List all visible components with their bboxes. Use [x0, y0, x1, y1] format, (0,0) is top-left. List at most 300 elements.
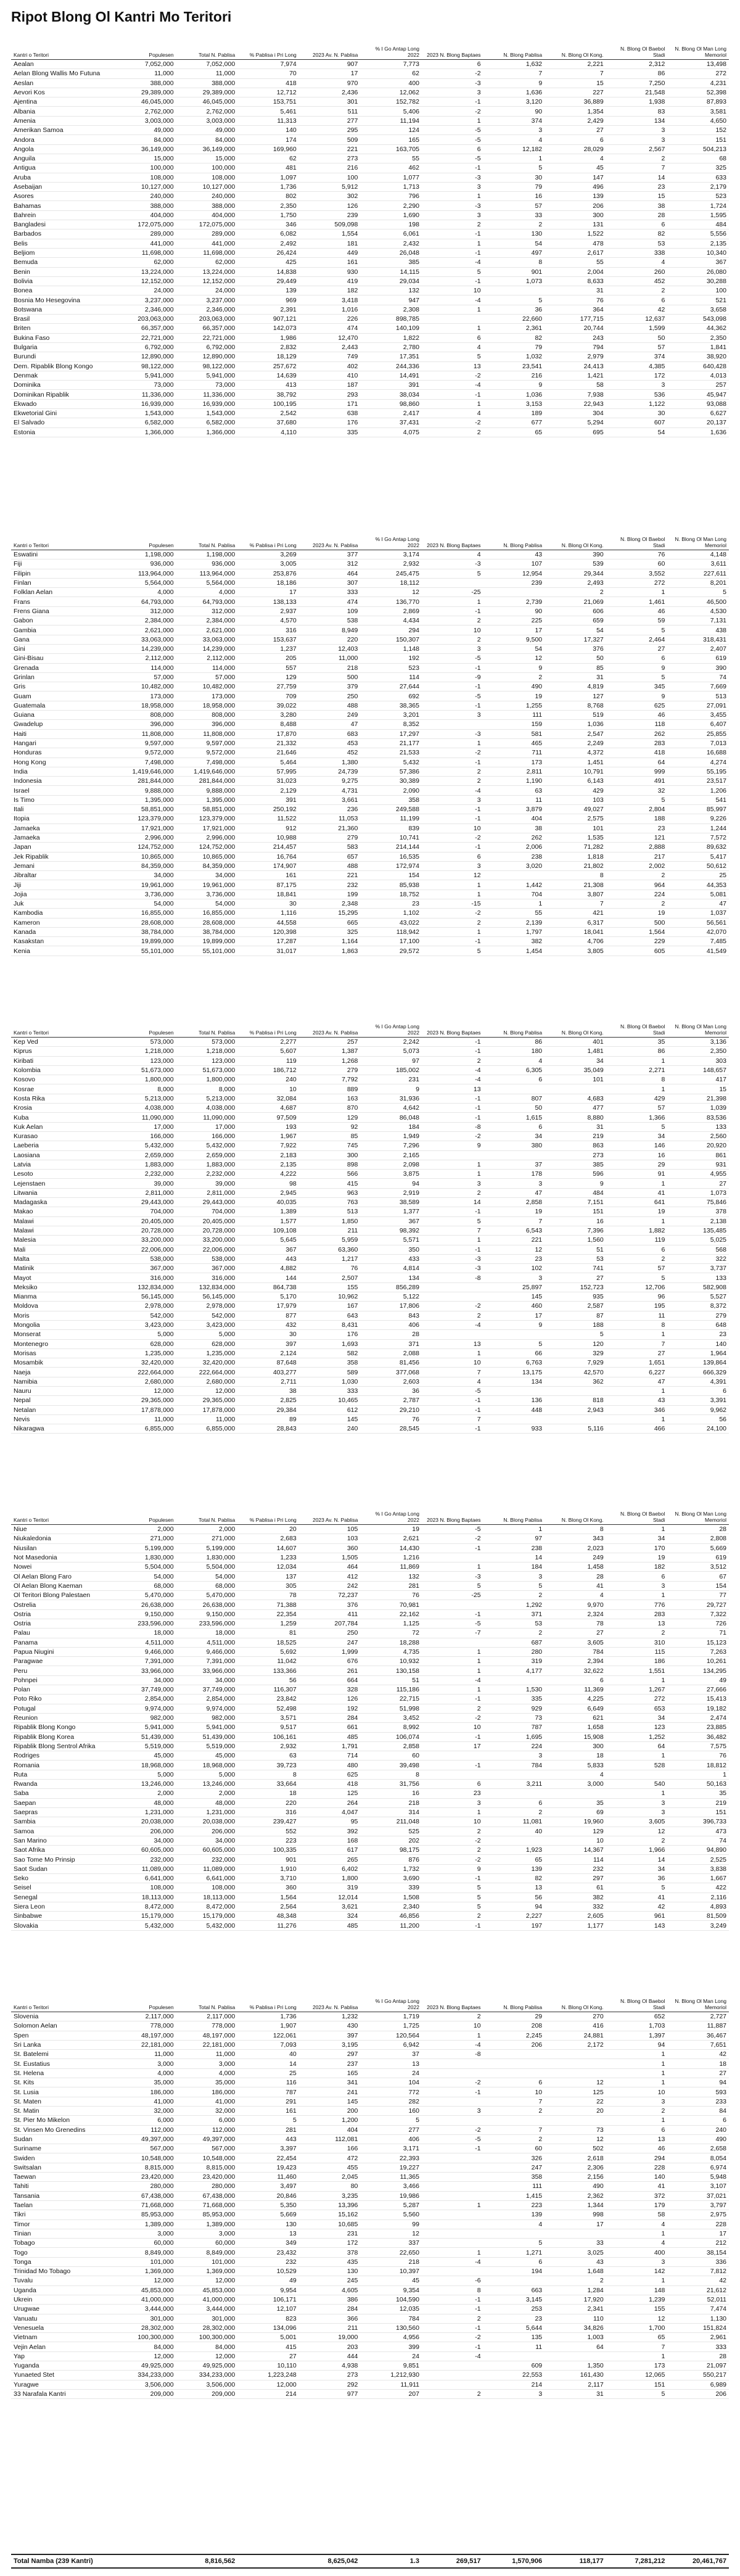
value-cell: 142	[606, 2267, 668, 2276]
value-cell: 763	[299, 1198, 361, 1207]
value-cell: 464	[299, 1563, 361, 1572]
country-name-cell: Amerikan Samoa	[11, 126, 115, 135]
value-cell: 449	[299, 248, 361, 257]
value-cell: 400	[360, 78, 422, 88]
country-name-cell: Suriname	[11, 2144, 115, 2153]
value-cell: 15,179,000	[176, 1912, 238, 1921]
value-cell: 6,763	[483, 1358, 545, 1368]
value-cell: 1,077	[360, 173, 422, 182]
value-cell: 907,121	[237, 315, 299, 324]
country-name-cell: Guatemala	[11, 701, 115, 710]
value-cell	[422, 1553, 483, 1562]
value-cell: 998	[545, 2210, 606, 2219]
value-cell: 214	[483, 2380, 545, 2389]
value-cell: 305	[237, 1581, 299, 1590]
table-row	[11, 381, 729, 390]
value-cell: 38	[237, 1386, 299, 1395]
value-cell: 778,000	[115, 2021, 176, 2031]
value-cell: 11,194	[360, 116, 422, 125]
value-cell: 23	[606, 182, 668, 191]
value-cell: 19	[360, 1525, 422, 1534]
value-cell: 20,846	[237, 2191, 299, 2200]
value-cell: 8,431	[299, 1320, 361, 1329]
value-cell: 3,235	[299, 2191, 361, 2200]
value-cell: 334,233,000	[176, 2371, 238, 2380]
value-cell: -15	[422, 899, 483, 908]
value-cell: -2	[422, 2333, 483, 2342]
value-cell: -5	[422, 135, 483, 144]
column-header: Total N. Pablisa	[176, 1496, 238, 1525]
value-cell: 3,000	[176, 2059, 238, 2068]
value-cell: 166,000	[115, 1131, 176, 1141]
country-name-cell: Tonga	[11, 2257, 115, 2266]
value-cell: 27	[545, 126, 606, 135]
value-cell: 184	[360, 1122, 422, 1131]
value-cell: 8,768	[545, 701, 606, 710]
value-cell: 31,936	[360, 1094, 422, 1103]
value-cell: 238	[483, 852, 545, 861]
country-name-cell: Bangladesi	[11, 220, 115, 229]
value-cell: 1,883,000	[176, 1160, 238, 1169]
value-cell: 51	[545, 1245, 606, 1254]
value-cell: 5	[422, 267, 483, 276]
value-cell: 310	[606, 1638, 668, 1647]
country-name-cell: Bulgaria	[11, 342, 115, 352]
value-cell: 573,000	[176, 1038, 238, 1047]
country-name-cell: Papua Niugini	[11, 1647, 115, 1656]
value-cell: 3,107	[667, 2182, 729, 2191]
value-cell: 120	[545, 1339, 606, 1348]
value-cell: 676	[299, 1657, 361, 1666]
table-row	[11, 1094, 729, 1103]
value-cell: 5,645	[237, 1236, 299, 1245]
value-cell: 1,454	[483, 946, 545, 956]
table-row	[11, 399, 729, 408]
value-cell: 85,997	[667, 805, 729, 814]
value-cell: 653	[606, 1704, 668, 1713]
value-cell	[545, 2116, 606, 2125]
value-cell: 3	[422, 1798, 483, 1807]
value-cell: 24	[360, 2068, 422, 2078]
table-row	[11, 267, 729, 276]
country-name-cell: Mali	[11, 1245, 115, 1254]
country-name-cell: Litwania	[11, 1188, 115, 1197]
value-cell: 1,212,930	[360, 2371, 422, 2380]
value-cell: 39,723	[237, 1761, 299, 1770]
value-cell: 316,000	[176, 1273, 238, 1282]
value-cell: 5,607	[237, 1047, 299, 1056]
value-cell: 324	[299, 1912, 361, 1921]
value-cell: 2,680,000	[176, 1377, 238, 1386]
value-cell: 176	[299, 418, 361, 427]
value-cell: 14,491	[360, 371, 422, 380]
value-cell: 2	[483, 1807, 545, 1817]
value-cell: 7,792	[299, 1075, 361, 1084]
country-name-cell: Malawi	[11, 1226, 115, 1235]
value-cell: 3,280	[237, 711, 299, 720]
value-cell: 25,855	[667, 729, 729, 738]
value-cell: 221	[483, 1236, 545, 1245]
value-cell: 6,649	[545, 1704, 606, 1713]
country-name-cell: Kuba	[11, 1113, 115, 1122]
country-name-cell: Ruta	[11, 1770, 115, 1779]
value-cell: 18	[237, 1789, 299, 1798]
value-cell: 44,558	[237, 918, 299, 927]
value-cell: 60,000	[176, 2239, 238, 2248]
value-cell: 2,117,000	[176, 2012, 238, 2021]
value-cell: 67	[667, 1572, 729, 1581]
value-cell: 57,000	[115, 672, 176, 682]
value-cell: 472	[299, 2153, 361, 2163]
table-row	[11, 729, 729, 738]
value-cell: 4,013	[667, 371, 729, 380]
value-cell: 124	[360, 126, 422, 135]
column-header: N. Blong Ol Kong.	[545, 1983, 606, 2012]
value-cell: 12,152,000	[115, 276, 176, 286]
country-name-cell: Niue	[11, 1525, 115, 1534]
value-cell: 6,627	[667, 408, 729, 418]
value-cell: 7	[545, 69, 606, 78]
value-cell: 2,361	[483, 324, 545, 333]
table-row	[11, 2389, 729, 2398]
value-cell: 421	[545, 909, 606, 918]
value-cell: 41,549	[667, 946, 729, 956]
value-cell: 583	[299, 843, 361, 852]
value-cell: -1	[422, 1921, 483, 1930]
table-row	[11, 2153, 729, 2163]
country-name-cell: Bemuda	[11, 258, 115, 267]
column-header: % I Go Antap Long 2022	[360, 1983, 422, 2012]
value-cell: 3,838	[667, 1864, 729, 1873]
value-cell: 112,000	[176, 2125, 238, 2134]
table-row	[11, 1685, 729, 1695]
table-row	[11, 720, 729, 729]
value-cell: 5,432,000	[176, 1921, 238, 1930]
country-name-cell: St. Kits	[11, 2078, 115, 2087]
value-cell: 2,811	[483, 767, 545, 776]
value-cell: 901	[483, 267, 545, 276]
country-table	[11, 1496, 729, 1931]
table-row	[11, 2163, 729, 2172]
table-row	[11, 305, 729, 314]
value-cell: 76	[606, 550, 668, 559]
value-cell: 206,000	[115, 1827, 176, 1836]
value-cell: 140,109	[360, 324, 422, 333]
country-name-cell: Tobago	[11, 2239, 115, 2248]
value-cell: 2,621,000	[176, 625, 238, 635]
value-cell: 71,668,000	[176, 2200, 238, 2210]
value-cell: 27	[667, 1179, 729, 1188]
value-cell: 2,417	[360, 408, 422, 418]
value-cell: 241	[299, 2087, 361, 2097]
country-name-cell: Venesuela	[11, 2323, 115, 2332]
table-row	[11, 126, 729, 135]
value-cell: 240,000	[115, 192, 176, 201]
value-cell: 316	[237, 625, 299, 635]
value-cell: 2,711	[237, 1377, 299, 1386]
value-cell: 100	[667, 286, 729, 295]
value-cell: 184	[483, 1563, 545, 1572]
value-cell: 2,474	[667, 1713, 729, 1722]
table-row	[11, 1553, 729, 1562]
value-cell: 217	[606, 852, 668, 861]
value-cell: 15	[606, 192, 668, 201]
value-cell: 155	[299, 1282, 361, 1292]
value-cell	[422, 720, 483, 729]
value-cell: 2,306	[545, 2163, 606, 2172]
value-cell: 7	[483, 2125, 545, 2134]
value-cell: 19,899,000	[115, 937, 176, 946]
value-cell: 132	[360, 1572, 422, 1581]
value-cell: 35,000	[176, 2078, 238, 2087]
value-cell: 271,000	[115, 1534, 176, 1543]
value-cell: 2,172	[545, 2040, 606, 2049]
value-cell: 76	[667, 1751, 729, 1761]
value-cell: 11,460	[237, 2173, 299, 2182]
value-cell: 1,354	[545, 107, 606, 116]
value-cell: 1	[422, 2031, 483, 2040]
value-cell: 488	[299, 861, 361, 870]
value-cell: 425	[237, 258, 299, 267]
value-cell: 589	[299, 1368, 361, 1377]
table-row	[11, 1751, 729, 1761]
value-cell: 3	[606, 135, 668, 144]
value-cell: 155	[606, 2305, 668, 2314]
value-cell: 18,958,000	[176, 701, 238, 710]
value-cell: 1,073	[667, 1188, 729, 1197]
value-cell: 2,547	[545, 729, 606, 738]
table-row	[11, 2021, 729, 2031]
value-cell: 139	[483, 2210, 545, 2219]
value-cell: 66,357,000	[176, 324, 238, 333]
value-cell: 71,388	[237, 1600, 299, 1609]
value-cell: 121	[606, 833, 668, 842]
country-name-cell: Briten	[11, 324, 115, 333]
country-name-cell: Benin	[11, 267, 115, 276]
value-cell: 4,687	[237, 1104, 299, 1113]
value-cell: 1,522	[545, 229, 606, 239]
value-cell: 11,000	[115, 2050, 176, 2059]
column-header: N. Blong Ol Baebol Stadi	[606, 521, 668, 550]
country-name-cell: Saepras	[11, 1807, 115, 1817]
value-cell: 140	[667, 1339, 729, 1348]
value-cell: 2,324	[545, 1609, 606, 1619]
value-cell: 8	[606, 1075, 668, 1084]
value-cell: 406	[360, 1320, 422, 1329]
value-cell: 81,456	[360, 1358, 422, 1368]
value-cell: 1,986	[237, 333, 299, 342]
value-cell: 139,864	[667, 1358, 729, 1368]
value-cell: 336	[667, 2257, 729, 2266]
table-row	[11, 107, 729, 116]
value-cell: 657	[299, 852, 361, 861]
value-cell: 94	[483, 1902, 545, 1911]
country-name-cell: Krosia	[11, 1104, 115, 1113]
value-cell: 5,432	[360, 758, 422, 767]
value-cell: 2	[606, 1254, 668, 1263]
value-cell: 206	[545, 201, 606, 210]
value-cell: 4,530	[667, 606, 729, 616]
value-cell: 593	[667, 2087, 729, 2097]
value-cell: 3,621	[299, 1902, 361, 1911]
value-cell: 12,000	[115, 2351, 176, 2361]
table-row	[11, 927, 729, 936]
value-cell: 283	[606, 1609, 668, 1619]
value-cell: 245,475	[360, 569, 422, 578]
value-cell: 5,170	[237, 1292, 299, 1302]
value-cell: 11,000	[115, 1414, 176, 1424]
value-cell: 38,589	[360, 1198, 422, 1207]
value-cell: 4	[545, 154, 606, 163]
value-cell: 9	[360, 1084, 422, 1094]
value-cell: 404	[483, 814, 545, 824]
column-header: N. Blong Ol Baebol Stadi	[606, 31, 668, 60]
table-row	[11, 824, 729, 833]
country-name-cell: Paragwae	[11, 1657, 115, 1666]
value-cell: 24,000	[115, 286, 176, 295]
value-cell: 7,296	[360, 1141, 422, 1150]
value-cell: 301,000	[176, 2314, 238, 2323]
value-cell: 5,213,000	[176, 1094, 238, 1103]
value-cell: 14	[483, 1553, 545, 1562]
value-cell: 429	[606, 1094, 668, 1103]
value-cell: 17	[483, 625, 545, 635]
country-name-cell: Tahiti	[11, 2182, 115, 2191]
value-cell: 3,136	[667, 1038, 729, 1047]
value-cell: 10	[422, 286, 483, 295]
country-table-section	[11, 521, 729, 956]
value-cell: 9,150,000	[115, 1609, 176, 1619]
value-cell: 929	[483, 1704, 545, 1713]
table-row	[11, 559, 729, 569]
value-cell: 25	[667, 871, 729, 880]
value-cell: 11,698,000	[176, 248, 238, 257]
value-cell: 188	[545, 1320, 606, 1329]
value-cell: 8	[237, 1770, 299, 1779]
value-cell: 14,607	[237, 1543, 299, 1553]
value-cell: 58,851,000	[176, 805, 238, 814]
table-row	[11, 578, 729, 587]
table-row	[11, 182, 729, 191]
value-cell: 1	[606, 1789, 668, 1798]
value-cell: 13	[606, 1619, 668, 1628]
value-cell: 22,181,000	[115, 2040, 176, 2049]
value-cell: -3	[422, 201, 483, 210]
value-cell: 2,854,000	[176, 1695, 238, 1704]
value-cell: 1	[422, 890, 483, 899]
value-cell: 2,112,000	[115, 654, 176, 663]
value-cell: 71	[667, 1629, 729, 1638]
value-cell: 131	[545, 220, 606, 229]
table-row	[11, 1741, 729, 1751]
page-title: Ripot Blong Ol Kantri Mo Teritori	[11, 9, 232, 25]
value-cell: 367	[360, 1216, 422, 1226]
value-cell: 232	[237, 2257, 299, 2266]
table-row	[11, 361, 729, 371]
value-cell: 466	[606, 1424, 668, 1434]
value-cell: 10,791	[545, 767, 606, 776]
value-cell: 4,000	[176, 2068, 238, 2078]
value-cell: 4,706	[545, 937, 606, 946]
value-cell	[422, 1330, 483, 1339]
value-cell: 57	[606, 1264, 668, 1273]
value-cell: 396,733	[667, 1817, 729, 1827]
table-row	[11, 1836, 729, 1845]
value-cell: 10	[422, 1358, 483, 1368]
value-cell: 341	[299, 2078, 361, 2087]
value-cell: -1	[422, 682, 483, 691]
value-cell: 32,000	[176, 2106, 238, 2115]
value-cell: 4,385	[606, 361, 668, 371]
value-cell: 4,683	[545, 1094, 606, 1103]
value-cell: 207,784	[299, 1619, 361, 1628]
value-cell: 41,000	[176, 2097, 238, 2106]
column-header: Kantri o Teritori	[11, 1496, 115, 1525]
value-cell: 109	[299, 606, 361, 616]
table-row	[11, 2191, 729, 2200]
value-cell: 1,551	[606, 1666, 668, 1675]
value-cell: 15,000	[176, 154, 238, 163]
value-cell: 225	[483, 616, 545, 625]
value-cell: 6,407	[667, 720, 729, 729]
value-cell: 198	[360, 220, 422, 229]
value-cell: 609	[483, 2361, 545, 2370]
value-cell: 1	[422, 597, 483, 606]
value-cell: 2	[422, 2389, 483, 2398]
value-cell: 1	[606, 1179, 668, 1188]
column-header: N. Blong Ol Kong.	[545, 1009, 606, 1038]
value-cell: 54,000	[115, 899, 176, 908]
value-cell: 43,022	[360, 918, 422, 927]
value-cell: 73	[483, 1713, 545, 1722]
value-cell: -3	[422, 1254, 483, 1263]
value-cell: 78	[237, 1591, 299, 1600]
value-cell: 1,800	[299, 1873, 361, 1883]
value-cell: 1,736	[237, 182, 299, 191]
value-cell: 4,047	[299, 1807, 361, 1817]
value-cell: 16	[360, 1789, 422, 1798]
value-cell: 2,436	[299, 88, 361, 97]
value-cell: 1,415	[483, 2191, 545, 2200]
value-cell	[422, 1600, 483, 1609]
value-cell: 870	[299, 1104, 361, 1113]
value-cell: 12,890,000	[176, 352, 238, 361]
value-cell: 57,386	[360, 767, 422, 776]
value-cell: 7	[422, 1414, 483, 1424]
value-cell: 5,941,000	[115, 1723, 176, 1732]
country-name-cell: Nowei	[11, 1563, 115, 1572]
value-cell: 388,000	[176, 201, 238, 210]
value-cell: 220	[299, 635, 361, 644]
value-cell: 40	[483, 1827, 545, 1836]
value-cell: 172	[299, 2239, 361, 2248]
value-cell: 154	[667, 1581, 729, 1590]
table-header-row	[11, 1496, 729, 1525]
value-cell: 3,605	[545, 1638, 606, 1647]
table-row	[11, 1827, 729, 1836]
value-cell: 1,632	[483, 60, 545, 69]
value-cell: 1,369,000	[115, 2267, 176, 2276]
value-cell: 540	[606, 1780, 668, 1789]
table-row	[11, 324, 729, 333]
country-name-cell: Frens Giana	[11, 606, 115, 616]
value-cell: 410	[299, 371, 361, 380]
value-cell	[483, 1330, 545, 1339]
value-cell: 4,148	[667, 550, 729, 559]
table-row	[11, 1339, 729, 1348]
value-cell: 7,572	[667, 833, 729, 842]
value-cell: 22,715	[360, 1695, 422, 1704]
